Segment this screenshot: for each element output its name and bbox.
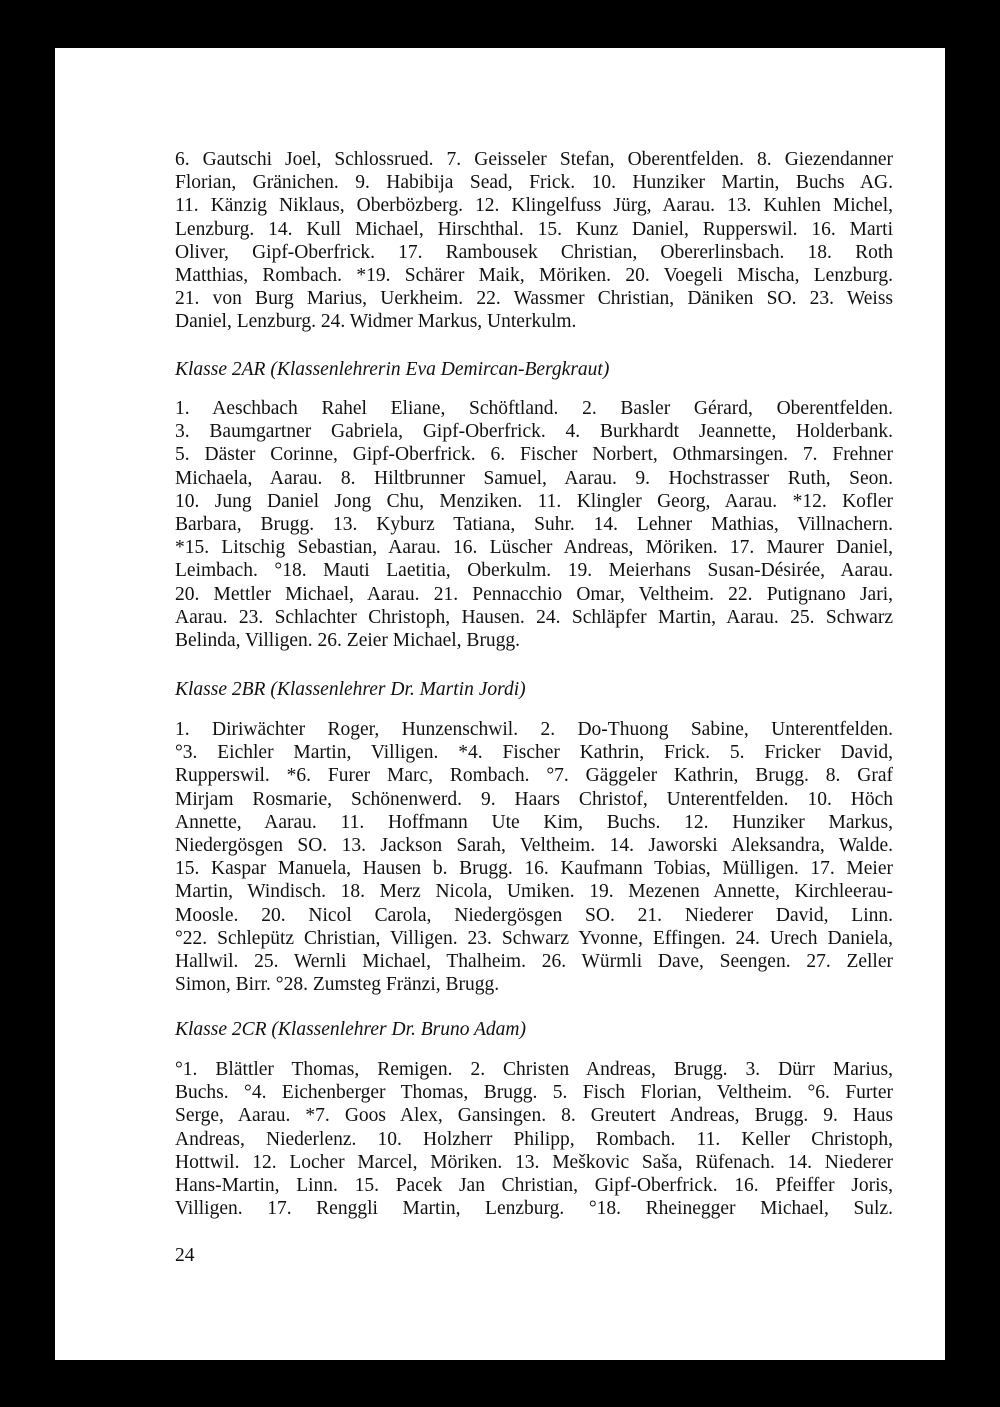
- text-line: Leimbach. °18. Mauti Laetitia, Oberkulm. 19. Meierhans Susan-Désirée, Aarau.: [175, 560, 893, 582]
- text-line: Villigen. 17. Renggli Martin, Lenzburg. °18. Rheinegger Michael, Sulz.: [175, 1198, 893, 1220]
- text-line: *15. Litschig Sebastian, Aarau. 16. Lüscher Andreas, Möriken. 17. Maurer Daniel,: [175, 537, 893, 559]
- text-line: Moosle. 20. Nicol Carola, Niedergösgen SO. 21. Niederer David, Linn.: [175, 904, 893, 926]
- page-number: 24: [175, 1245, 195, 1266]
- text-line: Buchs. °4. Eichenberger Thomas, Brugg. 5. Fisch Florian, Veltheim. °6. Furter: [175, 1082, 893, 1104]
- text-line: Michaela, Aarau. 8. Hiltbrunner Samuel, Aarau. 9. Hochstrasser Ruth, Seon.: [175, 467, 893, 489]
- text-line: Serge, Aarau. *7. Goos Alex, Gansingen. 8. Greutert Andreas, Brugg. 9. Haus: [175, 1105, 893, 1127]
- text-line: Daniel, Lenzburg. 24. Widmer Markus, Unterkulm.: [175, 311, 577, 333]
- text-line: 10. Jung Daniel Jong Chu, Menziken. 11. Klingler Georg, Aarau. *12. Kofler: [175, 490, 893, 512]
- section-2br-list: [175, 718, 893, 996]
- text-line: Simon, Birr. °28. Zumsteg Fränzi, Brugg.: [175, 974, 500, 996]
- section-continuation: [175, 148, 893, 334]
- section-2ar-list: [175, 397, 893, 652]
- text-line: °22. Schlepütz Christian, Villigen. 23. Schwarz Yvonne, Effingen. 24. Urech Daniela,: [175, 927, 893, 949]
- text-line: Annette, Aarau. 11. Hoffmann Ute Kim, Buchs. 12. Hunziker Markus,: [175, 811, 893, 833]
- text-line: °3. Eichler Martin, Villigen. *4. Fischer Kathrin, Frick. 5. Fricker David,: [175, 742, 893, 764]
- text-line: Barbara, Brugg. 13. Kyburz Tatiana, Suhr. 14. Lehner Mathias, Villnachern.: [175, 513, 893, 535]
- text-line: Aarau. 23. Schlachter Christoph, Hausen. 24. Schläpfer Martin, Aarau. 25. Schwarz: [175, 606, 893, 628]
- section-heading-2cr: Klasse 2CR (Klassenlehrer Dr. Bruno Adam): [175, 1019, 526, 1040]
- text-line: 3. Baumgartner Gabriela, Gipf-Oberfrick. 4. Burkhardt Jeannette, Holderbank.: [175, 421, 893, 443]
- text-line: Mirjam Rosmarie, Schönenwerd. 9. Haars Christof, Unterentfelden. 10. Höch: [175, 788, 893, 810]
- text-line: 5. Däster Corinne, Gipf-Oberfrick. 6. Fischer Norbert, Othmarsingen. 7. Frehner: [175, 444, 893, 466]
- text-line: 15. Kaspar Manuela, Hausen b. Brugg. 16. Kaufmann Tobias, Mülligen. 17. Meier: [175, 858, 893, 880]
- text-line: °1. Blättler Thomas, Remigen. 2. Christen Andreas, Brugg. 3. Dürr Marius,: [175, 1059, 893, 1080]
- text-line: Hottwil. 12. Locher Marcel, Möriken. 13. Meškovic Saša, Rüfenach. 14. Niederer: [175, 1151, 893, 1173]
- text-line: Florian, Gränichen. 9. Habibija Sead, Frick. 10. Hunziker Martin, Buchs AG.: [175, 172, 893, 194]
- text-line: Martin, Windisch. 18. Merz Nicola, Umiken. 19. Mezenen Annette, Kirchleerau-: [175, 881, 893, 903]
- text-line: Niedergösgen SO. 13. Jackson Sarah, Veltheim. 14. Jaworski Aleksandra, Walde.: [175, 834, 893, 856]
- section-2cr-list: [175, 1058, 893, 1220]
- text-line: Andreas, Niederlenz. 10. Holzherr Philipp, Rombach. 11. Keller Christoph,: [175, 1128, 893, 1150]
- text-line: Rupperswil. *6. Furer Marc, Rombach. °7. Gäggeler Kathrin, Brugg. 8. Graf: [175, 765, 893, 787]
- text-line: Oliver, Gipf-Oberfrick. 17. Rambousek Christian, Obererlinsbach. 18. Roth: [175, 241, 893, 263]
- section-heading-2br: Klasse 2BR (Klassenlehrer Dr. Martin Jordi): [175, 679, 526, 700]
- text-line: 11. Känzig Niklaus, Oberbözberg. 12. Klingelfuss Jürg, Aarau. 13. Kuhlen Michel,: [175, 195, 893, 217]
- section-heading-2ar: Klasse 2AR (Klassenlehrerin Eva Demircan-Bergkraut): [175, 359, 610, 380]
- text-line: 20. Mettler Michael, Aarau. 21. Pennacchio Omar, Veltheim. 22. Putignano Jari,: [175, 583, 893, 605]
- text-line: Lenzburg. 14. Kull Michael, Hirschthal. 15. Kunz Daniel, Rupperswil. 16. Marti: [175, 218, 893, 240]
- text-line: Belinda, Villigen. 26. Zeier Michael, Brugg.: [175, 629, 521, 651]
- document-page: [55, 48, 945, 1360]
- text-line: 21. von Burg Marius, Uerkheim. 22. Wassmer Christian, Däniken SO. 23. Weiss: [175, 288, 893, 310]
- text-line: Hans-Martin, Linn. 15. Pacek Jan Christian, Gipf-Oberfrick. 16. Pfeiffer Joris,: [175, 1174, 893, 1196]
- text-line: 1. Diriwächter Roger, Hunzenschwil. 2. Do-Thuong Sabine, Unterentfelden.: [175, 719, 893, 740]
- text-line: Matthias, Rombach. *19. Schärer Maik, Möriken. 20. Voegeli Mischa, Lenzburg.: [175, 264, 893, 286]
- text-line: 6. Gautschi Joel, Schlossrued. 7. Geisseler Stefan, Oberentfelden. 8. Giezendanner: [175, 149, 893, 170]
- text-line: 1. Aeschbach Rahel Eliane, Schöftland. 2. Basler Gérard, Oberentfelden.: [175, 398, 893, 419]
- text-line: Hallwil. 25. Wernli Michael, Thalheim. 26. Würmli Dave, Seengen. 27. Zeller: [175, 950, 893, 972]
